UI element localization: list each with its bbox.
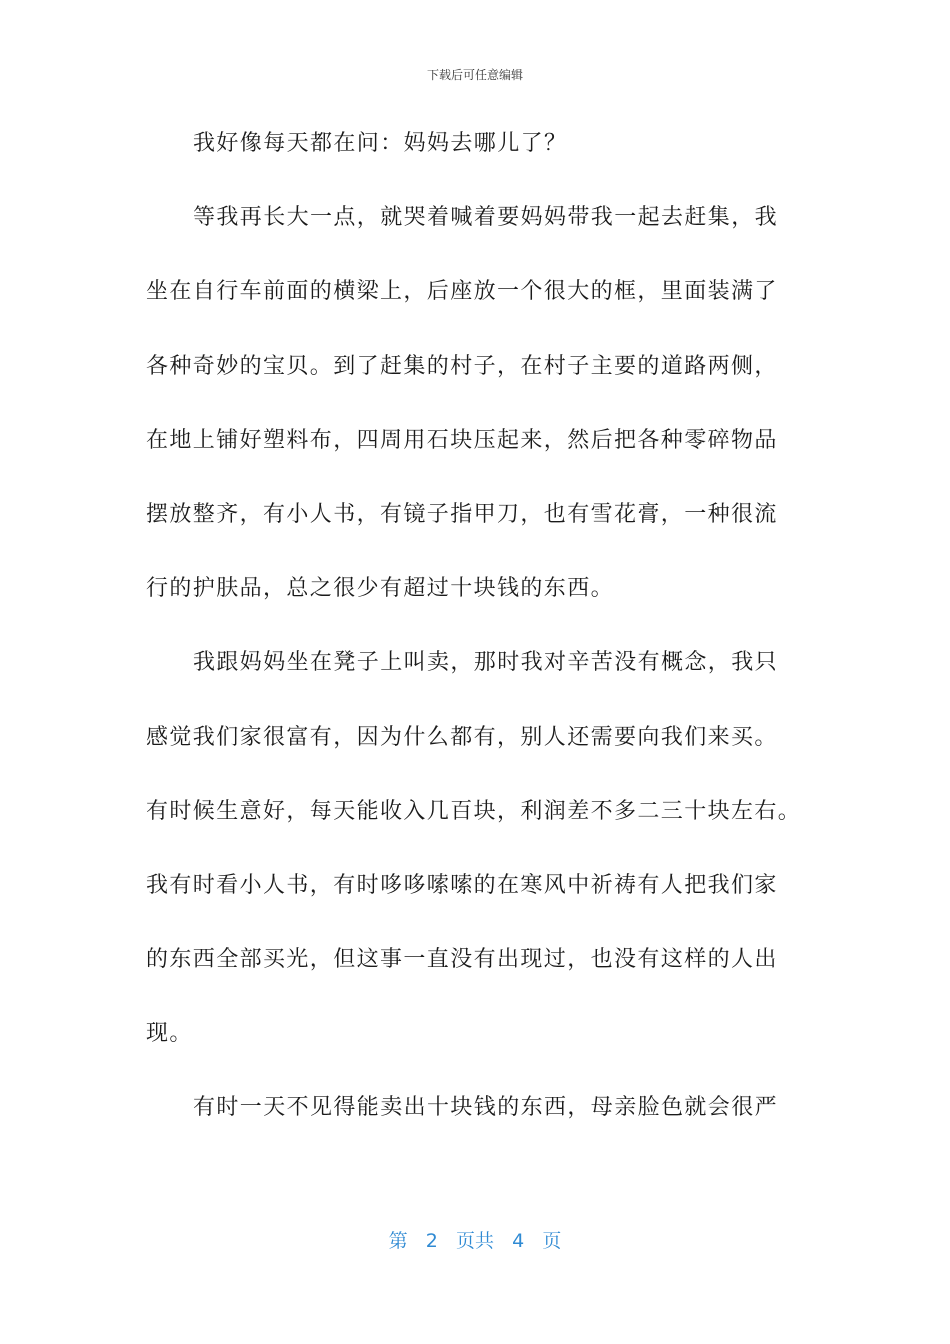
text-line: 有时一天不见得能卖出十块钱的东西，母亲脸色就会很严 [193, 1095, 779, 1121]
footer-prefix: 第 [388, 1230, 408, 1252]
text-line: 行的护肤品，总之很少有超过十块钱的东西。 [146, 576, 615, 602]
current-page-number: 2 [425, 1230, 438, 1252]
text-line: 我有时看小人书，有时哆哆嗦嗦的在寒风中祈祷有人把我们家 [146, 872, 778, 898]
text-line: 的东西全部买光，但这事一直没有出现过，也没有这样的人出 [146, 947, 778, 973]
text-line: 在地上铺好塑料布，四周用石块压起来，然后把各种零碎物品 [146, 427, 778, 453]
text-line: 我好像每天都在问：妈妈去哪儿了？ [193, 131, 568, 156]
text-line: 感觉我们家很富有，因为什么都有，别人还需要向我们来买。 [146, 724, 778, 750]
text-line: 我跟妈妈坐在凳子上叫卖，那时我对辛苦没有概念，我只 [193, 650, 779, 676]
total-pages-number: 4 [512, 1230, 525, 1252]
text-line: 摆放整齐，有小人书，有镜子指甲刀，也有雪花膏，一种很流 [146, 501, 778, 527]
text-line: 有时候生意好，每天能收入几百块，利润差不多二三十块左右。 [146, 798, 802, 824]
text-line: 坐在自行车前面的横梁上，后座放一个很大的框，里面装满了 [146, 279, 778, 305]
header-note: 下载后可任意编辑 [426, 68, 523, 82]
page-number-footer [0, 1226, 950, 1253]
text-line: 现。 [146, 1021, 193, 1047]
text-line: 等我再长大一点，就哭着喊着要妈妈带我一起去赶集，我 [193, 205, 779, 231]
footer-middle: 页共 [455, 1230, 494, 1252]
footer-suffix: 页 [542, 1230, 562, 1252]
text-line: 各种奇妙的宝贝。到了赶集的村子，在村子主要的道路两侧， [146, 353, 778, 379]
body-text [146, 122, 826, 1161]
